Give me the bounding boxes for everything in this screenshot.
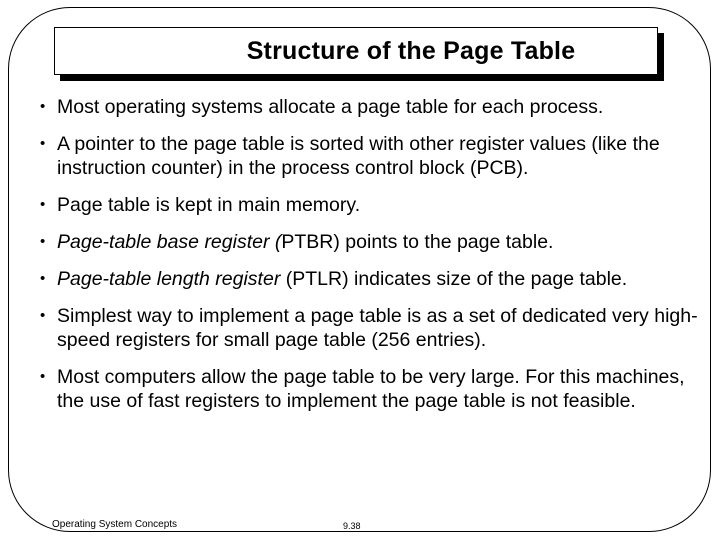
bullet-text: Most operating systems allocate a page table for each process. <box>57 96 604 118</box>
bullet-text: Page table is kept in main memory. <box>57 194 361 216</box>
footer-course-name: Operating System Concepts <box>52 519 178 530</box>
bullet-list <box>40 95 700 423</box>
bullet-text: (PTLR) indicates size of the page table. <box>280 268 628 290</box>
bullet-icon: • <box>40 98 46 115</box>
bullet-text: A pointer to the page table is sorted with other register values (like the instruction counter) in the process control block (PCB). <box>57 133 660 179</box>
bullet-icon: • <box>40 196 46 213</box>
bullet-item <box>40 132 700 180</box>
bullet-item <box>40 365 700 413</box>
bullet-text: Simplest way to implement a page table is as a set of dedicated very high-speed registers for small page table (256 entries). <box>57 305 698 351</box>
bullet-icon: • <box>40 135 46 152</box>
bullet-icon: • <box>40 307 46 324</box>
bullet-item <box>40 267 700 291</box>
bullet-item <box>40 95 700 119</box>
bullet-icon: • <box>40 233 46 250</box>
bullet-item <box>40 304 700 352</box>
bullet-italic-term: Page-table length register <box>57 268 281 290</box>
bullet-item <box>40 193 700 217</box>
bullet-item <box>40 230 700 254</box>
slide-title: Structure of the Page Table <box>246 36 576 65</box>
bullet-icon: • <box>40 270 46 287</box>
bullet-icon: • <box>40 368 46 385</box>
footer-page-number: 9.38 <box>343 521 361 531</box>
bullet-italic-term: Page-table base register ( <box>57 231 282 253</box>
bullet-text: Most computers allow the page table to be very large. For this machines, the use of fast registers to implement the page table is not feasible. <box>57 366 685 412</box>
bullet-text: PTBR) points to the page table. <box>281 231 554 253</box>
title-box <box>54 27 658 75</box>
